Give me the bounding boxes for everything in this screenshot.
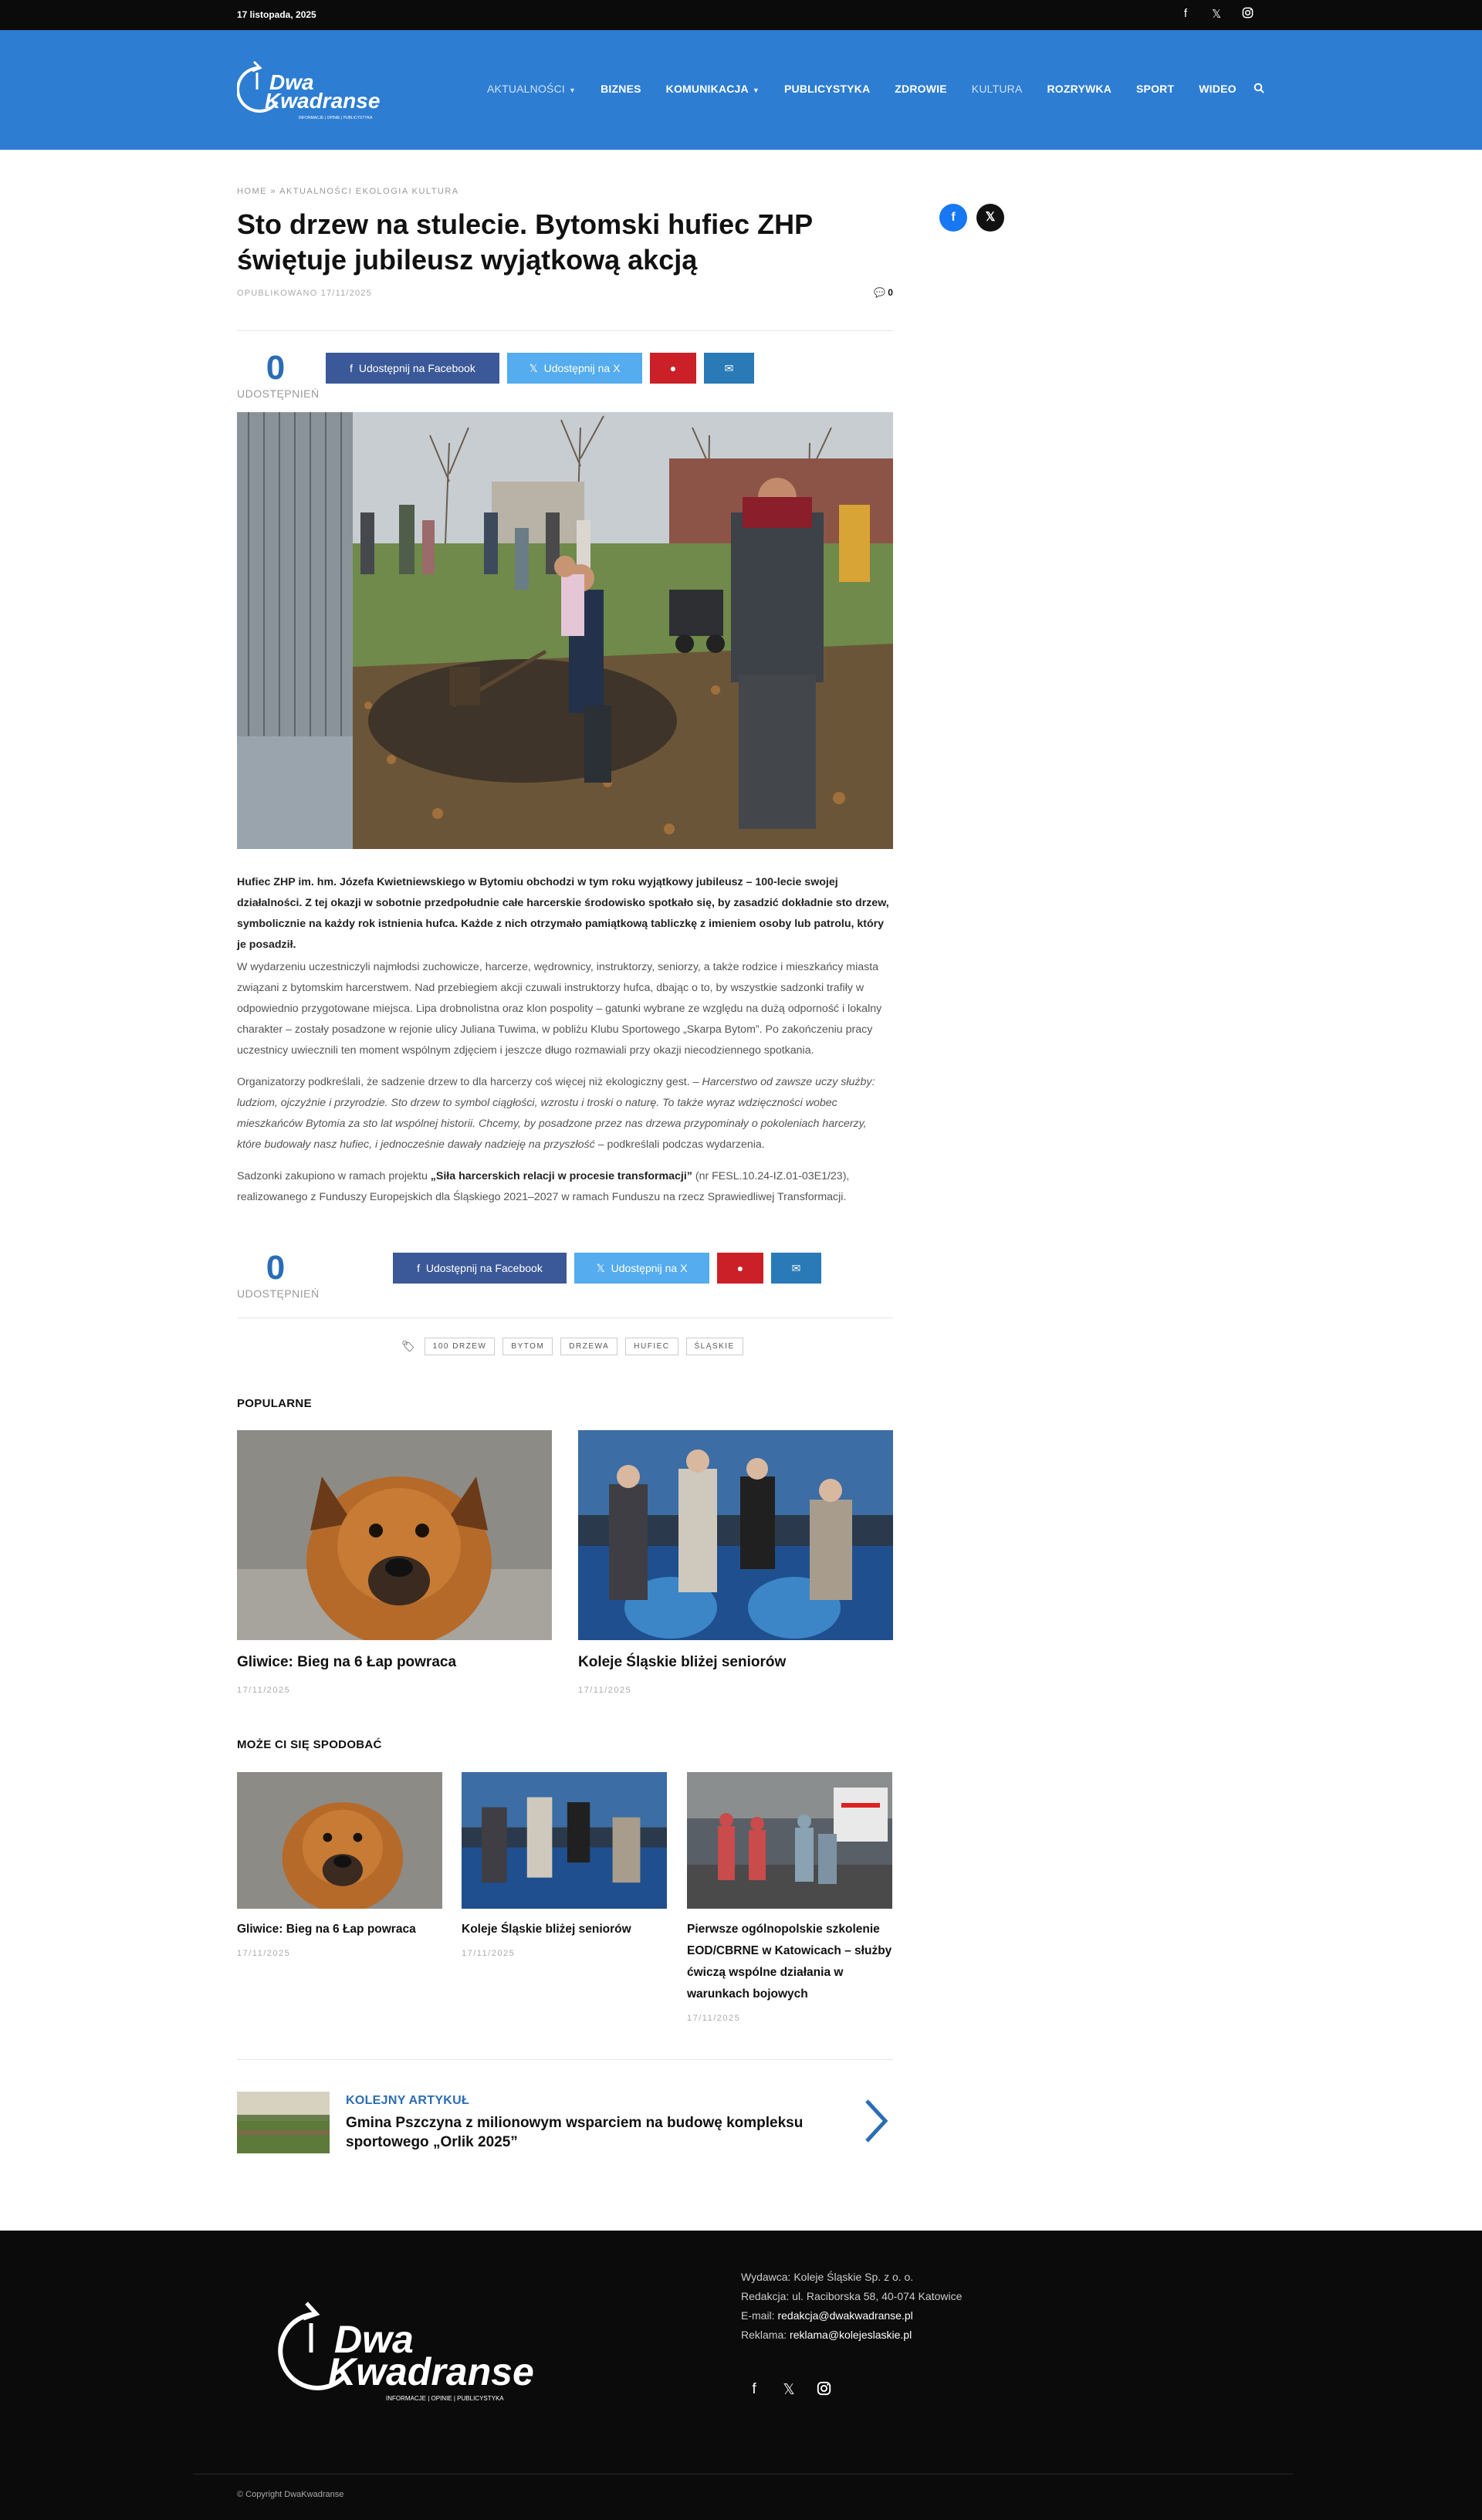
x-icon: 𝕏 xyxy=(529,362,538,374)
article-body xyxy=(237,872,893,1219)
card-date: 17/11/2025 xyxy=(237,1949,291,1958)
nav-biznes[interactable]: BIZNES xyxy=(601,83,641,95)
article-lead: Hufiec ZHP im. hm. Józefa Kwietniewskiego w Bytomiu obchodzi w tym roku wyjątkowy jubileusz – 100-lecie swojej działalności. Z tej okazji w sobotnie przedpołudnie całe harcerskie środowisko spotkało się, by zasadzić dokładnie sto drzew, symbolicznie na każdy rok istnienia hufca. Każde z nich otrzymało pamiątkową tabliczkę z imieniem osoby lub patrolu, który je posadził. xyxy=(237,876,889,951)
facebook-icon: f xyxy=(350,362,354,374)
pinterest-icon: ● xyxy=(736,1262,744,1274)
dog-image xyxy=(237,1430,552,1640)
tag[interactable]: 100 DRZEW xyxy=(425,1338,496,1355)
instagram-icon[interactable] xyxy=(816,2381,831,2400)
logo-tagline: INFORMACJE | OPINIE | PUBLICYSTYKA xyxy=(299,116,373,120)
nav-sport[interactable]: SPORT xyxy=(1136,83,1175,95)
chevron-down-icon: ▼ xyxy=(569,86,577,94)
instagram-icon[interactable] xyxy=(1240,7,1254,22)
article-hero-image xyxy=(237,412,893,849)
paragraph: Organizatorzy podkreślali, że sadzenie drzew to dla harcerzy coś więcej niż ekologiczny gest. – Harcerstwo od zawsze uczy służby: ludziom, ojczyźnie i przyrodzie. Sto drzew to symbol ciągłości, wzrostu i troski o naturę. To także wyraz wdzięczności wobec mieszkańców Bytomia za sto lat wspólnej historii. Chcemy, by posadzone przez nas drzewa przypominały o pokoleniach harcerzy, które budowały nasz hufiec, i jednocześnie dawały nadzieję na przyszłość – podkreślali podczas wydarzenia. xyxy=(237,1076,875,1151)
dog-image xyxy=(237,1772,442,1909)
facebook-icon: f xyxy=(417,1262,421,1274)
publisher-line: Wydawca: Koleje Śląskie Sp. z o. o. xyxy=(741,2271,914,2283)
floating-share xyxy=(939,204,1004,232)
share-facebook-button[interactable]: f Udostępnij na Facebook xyxy=(326,353,499,384)
facebook-icon[interactable]: f xyxy=(752,2381,756,2397)
email-icon: ✉ xyxy=(791,1262,801,1274)
current-date: 17 listopada, 2025 xyxy=(237,9,316,20)
main-nav xyxy=(475,83,1264,96)
divider xyxy=(237,2059,893,2060)
related-heading: MOŻE CI SIĘ SPODOBAĆ xyxy=(237,1738,382,1751)
share-bar-top xyxy=(237,349,893,403)
logo-text-1: Dwa xyxy=(269,70,314,94)
card-date: 17/11/2025 xyxy=(462,1949,516,1958)
comment-icon: 💬 xyxy=(874,287,885,298)
copyright: © Copyright DwaKwadranse xyxy=(237,2490,344,2499)
email-line: E-mail: redakcja@dwakwadranse.pl xyxy=(741,2309,913,2322)
top-social xyxy=(1179,7,1254,22)
divider xyxy=(237,330,893,331)
next-article-thumbnail xyxy=(237,2092,330,2153)
site-logo[interactable] xyxy=(237,56,395,123)
nav-zdrowie[interactable]: ZDROWIE xyxy=(895,83,947,95)
popular-heading: POPULARNE xyxy=(237,1397,312,1410)
next-article-title[interactable]: Gmina Pszczyna z milionowym wsparciem na budowę kompleksu sportowego „Orlik 2025” xyxy=(346,2115,804,2150)
popular-card[interactable] xyxy=(237,1430,552,1708)
footer-logo-text-2: Kwadranse xyxy=(328,2350,534,2393)
x-icon: 𝕏 xyxy=(596,1262,605,1274)
related-card[interactable] xyxy=(462,1772,667,1988)
nav-kultura[interactable]: KULTURA xyxy=(971,83,1023,95)
pinterest-icon: ● xyxy=(669,362,677,374)
breadcrumb[interactable]: HOME » AKTUALNOŚCI EKOLOGIA KULTURA xyxy=(237,187,459,196)
tag-icon: 🏷 xyxy=(401,1340,415,1352)
next-article[interactable] xyxy=(237,2092,893,2153)
share-email-button[interactable] xyxy=(704,353,754,384)
paragraph: W wydarzeniu uczestniczyli najmłodsi zuchowicze, harcerze, wędrownicy, instruktorzy, seniorzy, a także rodzice i mieszkańcy miasta związani z bytomskim harcerstwem. Nad przebiegiem akcji czuwali instruktorzy hufca, dbając o to, by wszystkie sadzonki trafiły w odpowiednio przygotowane miejsca. Lipa drobnolistna oraz klon pospolity – gatunki wybrane ze względu na dużą odporność i lokalny charakter – zostały posadzone w rejonie ulicy Juliana Tuwima, w pobliżu Klubu Sportowego „Skarpa Bytom”. Po zakończeniu pracy uczestnicy uwiecznili ten moment wspólnym zdjęciem i jeszcze długo rozmawiali przy okazji niecodziennego spotkania. xyxy=(237,961,882,1057)
ads-line: Reklama: reklama@kolejeslaskie.pl xyxy=(741,2329,912,2341)
related-card[interactable] xyxy=(237,1772,442,1988)
search-icon[interactable] xyxy=(1249,83,1264,96)
paragraph: Sadzonki zakupiono w ramach projektu „Siła harcerskich relacji w procesie transformacji” (nr FESL.10.24-IZ.01-03E1/23), realizowanego z Funduszy Europejskich dla Śląskiego 2021–2027 w ramach Funduszu na rzecz Sprawiedliwej Transformacji. xyxy=(237,1170,850,1203)
share-x-button[interactable]: 𝕏 Udostępnij na X xyxy=(574,1253,709,1284)
site-header xyxy=(0,30,1482,150)
facebook-icon[interactable]: f xyxy=(1183,7,1188,20)
card-title[interactable]: Gliwice: Bieg na 6 Łap powraca xyxy=(237,1654,457,1670)
card-title[interactable]: Gliwice: Bieg na 6 Łap powraca xyxy=(237,1923,416,1936)
share-pinterest-button[interactable] xyxy=(717,1253,763,1284)
footer-social xyxy=(746,2381,831,2400)
x-icon[interactable]: 𝕏 xyxy=(783,2382,795,2398)
card-title[interactable]: Koleje Śląskie bliżej seniorów xyxy=(462,1923,631,1936)
share-x-button[interactable]: 𝕏 Udostępnij na X xyxy=(507,353,642,384)
seniors-image xyxy=(578,1430,893,1640)
tag[interactable]: ŚLĄSKIE xyxy=(686,1338,743,1355)
email-icon: ✉ xyxy=(724,362,734,374)
nav-wideo[interactable]: WIDEO xyxy=(1199,83,1237,95)
next-article-label: KOLEJNY ARTYKUŁ xyxy=(346,2094,470,2107)
seniors-image xyxy=(462,1772,667,1909)
nav-rozrywka[interactable]: ROZRYWKA xyxy=(1047,83,1112,95)
x-icon[interactable]: 𝕏 xyxy=(976,204,1004,232)
related-card[interactable] xyxy=(687,1772,892,2027)
tag-list xyxy=(401,1338,743,1355)
tag[interactable]: BYTOM xyxy=(502,1338,553,1355)
footer-logo[interactable] xyxy=(274,2292,552,2408)
footer-logo-text-1: Dwa xyxy=(334,2318,414,2361)
share-email-button[interactable] xyxy=(771,1253,821,1284)
published-date: OPUBLIKOWANO 17/11/2025 xyxy=(237,289,372,298)
nav-publicystyka[interactable]: PUBLICYSTYKA xyxy=(783,83,871,95)
footer-logo-tagline: INFORMACJE | OPINIE | PUBLICYSTYKA xyxy=(386,2395,504,2402)
tag[interactable]: DRZEWA xyxy=(560,1338,618,1355)
email-link[interactable]: redakcja@dwakwadranse.pl xyxy=(777,2309,913,2322)
ads-email-link[interactable]: reklama@kolejeslaskie.pl xyxy=(790,2329,912,2341)
logo-text-2: Kwadranse xyxy=(265,89,381,113)
editorial-line: Redakcja: ul. Raciborska 58, 40-074 Katowice xyxy=(741,2290,963,2302)
top-bar xyxy=(0,0,1482,30)
chevron-down-icon: ▼ xyxy=(752,86,760,94)
footer-info xyxy=(741,2268,962,2345)
x-icon[interactable]: 𝕏 xyxy=(1211,8,1222,21)
chevron-right-icon[interactable] xyxy=(862,2098,890,2144)
article-title: Sto drzew na stulecie. Bytomski hufiec ZHP świętuje jubileusz wyjątkową akcją xyxy=(237,208,813,276)
card-title[interactable]: Koleje Śląskie bliżej seniorów xyxy=(578,1654,787,1670)
training-image xyxy=(687,1772,892,1909)
share-count: 0 UDOSTĘPNIEŃ xyxy=(237,349,320,400)
card-date: 17/11/2025 xyxy=(237,1686,291,1695)
card-date: 17/11/2025 xyxy=(687,2014,741,2023)
nav-komunikacja[interactable]: KOMUNIKACJA ▼ xyxy=(665,83,760,95)
nav-aktualnosci[interactable]: AKTUALNOŚCI ▼ xyxy=(487,83,577,95)
facebook-icon[interactable]: f xyxy=(939,204,967,232)
card-date: 17/11/2025 xyxy=(578,1686,632,1695)
share-pinterest-button[interactable] xyxy=(650,353,696,384)
share-bar-bottom xyxy=(237,1249,893,1303)
quote: Harcerstwo od zawsze uczy służby: ludziom, ojczyźnie i przyrodzie. Sto drzew to symbol ciągłości, wzrostu i troski o naturę. To także wyraz wdzięczności wobec mieszkańców Bytomia za sto lat wspólnej historii. Chcemy, by posadzone przez nas drzewa przypominały o pokoleniach harcerzy, które budowały nasz hufiec, i jednocześnie dawały nadzieję na przyszłość xyxy=(237,1076,875,1151)
card-title[interactable]: Pierwsze ogólnopolskie szkolenie EOD/CBRNE w Katowicach – służby ćwiczą wspólne działania w warunkach bojowych xyxy=(687,1923,892,2001)
project-name: „Siła harcerskich relacji w procesie transformacji” xyxy=(430,1170,692,1182)
share-facebook-button[interactable]: f Udostępnij na Facebook xyxy=(393,1253,567,1284)
share-count: 0 UDOSTĘPNIEŃ xyxy=(237,1249,320,1300)
tag[interactable]: HUFIEC xyxy=(625,1338,678,1355)
site-footer xyxy=(0,2231,1482,2520)
popular-card[interactable] xyxy=(578,1430,893,1708)
comment-count[interactable]: 💬 0 xyxy=(874,287,893,298)
